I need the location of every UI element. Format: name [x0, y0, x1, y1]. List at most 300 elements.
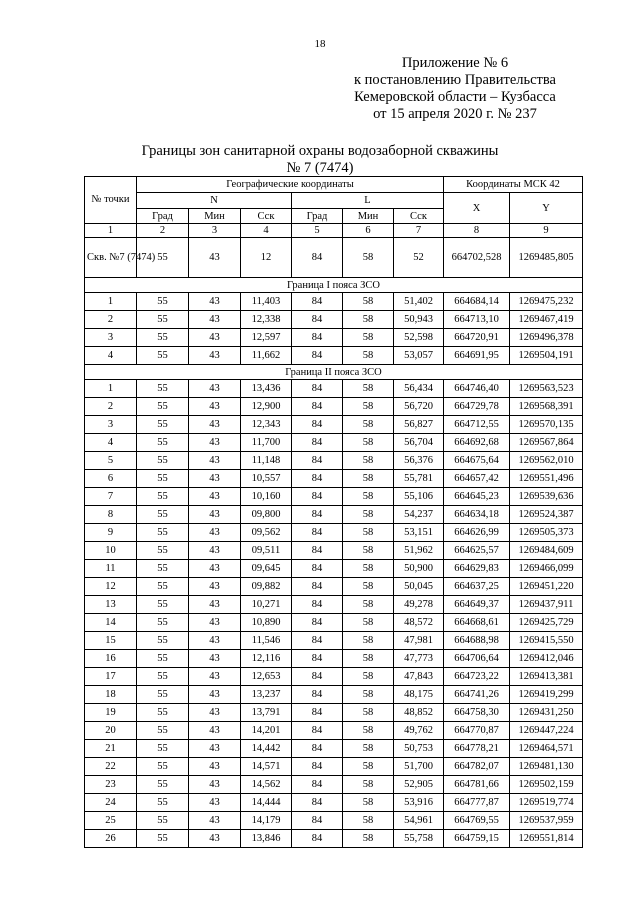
table-cell: 11,403 [241, 293, 292, 311]
table-cell: 24 [85, 794, 137, 812]
table-cell: 1269466,099 [510, 560, 583, 578]
table-row [85, 470, 583, 488]
table-cell: 55 [137, 812, 189, 830]
table-cell: 1269412,046 [510, 650, 583, 668]
table-cell: 4 [241, 224, 292, 238]
table-cell: 84 [292, 329, 343, 347]
table-cell: 10,160 [241, 488, 292, 506]
table-cell: 664777,87 [444, 794, 510, 812]
table-cell: 55,106 [394, 488, 444, 506]
table-cell: 1269464,571 [510, 740, 583, 758]
table-cell: 15 [85, 632, 137, 650]
table-cell: 43 [189, 293, 241, 311]
table-cell: 84 [292, 776, 343, 794]
table-cell: 58 [343, 452, 394, 470]
table-cell: 664684,14 [444, 293, 510, 311]
table-row [85, 632, 583, 650]
table-cell: 43 [189, 686, 241, 704]
header-n-min: Мин [189, 209, 241, 224]
table-cell: 55 [137, 506, 189, 524]
table-cell: 84 [292, 347, 343, 365]
table-cell: 9 [510, 224, 583, 238]
table-cell: 58 [343, 416, 394, 434]
table-cell: 55 [137, 452, 189, 470]
table-row [85, 452, 583, 470]
table-cell: 10,890 [241, 614, 292, 632]
table-cell: 55 [137, 578, 189, 596]
table-cell: 664692,68 [444, 434, 510, 452]
table-cell: 55,781 [394, 470, 444, 488]
table-cell: 664634,18 [444, 506, 510, 524]
table-cell: 664723,22 [444, 668, 510, 686]
table-cell: 13 [85, 596, 137, 614]
table-cell: 55 [137, 614, 189, 632]
table-cell: 52 [394, 238, 444, 278]
table-cell: 664649,37 [444, 596, 510, 614]
table-cell: 84 [292, 380, 343, 398]
table-cell: 43 [189, 632, 241, 650]
table-cell: 58 [343, 347, 394, 365]
table-cell: 4 [85, 347, 137, 365]
table-cell: 11,662 [241, 347, 292, 365]
header-msk-coordinates: Координаты МСК 42 [444, 177, 583, 193]
table-cell: 1269568,391 [510, 398, 583, 416]
table-cell: 664688,98 [444, 632, 510, 650]
table-cell: 14,442 [241, 740, 292, 758]
table-cell: 1269537,959 [510, 812, 583, 830]
table-cell: 6 [85, 470, 137, 488]
table-cell: 1 [85, 293, 137, 311]
table-cell: 43 [189, 470, 241, 488]
table-cell: 55 [137, 632, 189, 650]
header-x: X [444, 193, 510, 224]
table-cell: 58 [343, 560, 394, 578]
table-cell: 1269415,550 [510, 632, 583, 650]
table-cell: 664675,64 [444, 452, 510, 470]
table-cell: 14,201 [241, 722, 292, 740]
table-cell: 54,961 [394, 812, 444, 830]
table-cell: 58 [343, 758, 394, 776]
table-cell: 1269551,814 [510, 830, 583, 848]
coordinates-table [84, 176, 583, 848]
table-cell: 55 [137, 398, 189, 416]
table-cell: 84 [292, 740, 343, 758]
table-cell: 7 [394, 224, 444, 238]
table-cell: 84 [292, 650, 343, 668]
table-cell: 43 [189, 758, 241, 776]
table-cell: 43 [189, 722, 241, 740]
table-cell: 1269519,774 [510, 794, 583, 812]
table-cell: 55 [137, 650, 189, 668]
table-cell: 43 [189, 650, 241, 668]
table-cell: 1269485,805 [510, 238, 583, 278]
table-cell: 43 [189, 830, 241, 848]
table-cell: 664691,95 [444, 347, 510, 365]
table-cell: 55 [137, 311, 189, 329]
title-line-1: Границы зон санитарной охраны водозаборной скважины [141, 143, 499, 159]
table-cell: 50,753 [394, 740, 444, 758]
table-cell: 3 [85, 416, 137, 434]
table-cell: 58 [343, 329, 394, 347]
table-cell: 10,557 [241, 470, 292, 488]
table-cell: 84 [292, 812, 343, 830]
table-cell: 43 [189, 542, 241, 560]
table-cell: 55 [137, 686, 189, 704]
table-cell: 55 [137, 830, 189, 848]
table-row [85, 542, 583, 560]
table-cell: 58 [343, 830, 394, 848]
table-cell: 664720,91 [444, 329, 510, 347]
zone-1-section-title: Граница I пояса ЗСО [85, 278, 583, 293]
table-cell: 43 [189, 452, 241, 470]
table-row [85, 578, 583, 596]
table-cell: 5 [292, 224, 343, 238]
table-cell: 1269539,636 [510, 488, 583, 506]
table-cell: 58 [343, 434, 394, 452]
table-cell: 1269496,378 [510, 329, 583, 347]
table-cell: 43 [189, 416, 241, 434]
table-cell: 55 [137, 416, 189, 434]
table-cell: 49,762 [394, 722, 444, 740]
table-row [85, 311, 583, 329]
table-cell: 84 [292, 416, 343, 434]
table-cell: 09,562 [241, 524, 292, 542]
table-cell: 84 [292, 560, 343, 578]
table-cell: 51,700 [394, 758, 444, 776]
table-cell: 54,237 [394, 506, 444, 524]
table-cell: 17 [85, 668, 137, 686]
table-cell: 664637,25 [444, 578, 510, 596]
header-l-sec: Сск [394, 209, 444, 224]
table-cell: 1269505,373 [510, 524, 583, 542]
table-cell: 2 [85, 311, 137, 329]
header-l: L [292, 193, 444, 209]
table-cell: 55 [137, 758, 189, 776]
table-cell: 58 [343, 380, 394, 398]
table-cell: 84 [292, 311, 343, 329]
table-cell: 43 [189, 329, 241, 347]
table-cell: 58 [343, 542, 394, 560]
table-cell: 11,546 [241, 632, 292, 650]
table-cell: 664759,15 [444, 830, 510, 848]
table-cell: 84 [292, 506, 343, 524]
table-cell: 55,758 [394, 830, 444, 848]
table-cell: 43 [189, 794, 241, 812]
table-row [85, 434, 583, 452]
table-cell: 56,720 [394, 398, 444, 416]
table-cell: 84 [292, 238, 343, 278]
table-cell: 84 [292, 794, 343, 812]
table-cell: 1269567,864 [510, 434, 583, 452]
table-cell: 09,882 [241, 578, 292, 596]
table-cell: 58 [343, 686, 394, 704]
table-cell: 58 [343, 776, 394, 794]
table-cell: 58 [343, 614, 394, 632]
header-l-deg: Град [292, 209, 343, 224]
table-row [85, 650, 583, 668]
table-cell: 18 [85, 686, 137, 704]
table-cell: 43 [189, 488, 241, 506]
table-row [85, 722, 583, 740]
table-cell: 14 [85, 614, 137, 632]
table-cell: 1269481,130 [510, 758, 583, 776]
appendix-line-1: Приложение № 6 [401, 55, 509, 71]
table-cell: 55 [137, 347, 189, 365]
appendix-line-3: Кемеровской области – Кузбасса [354, 89, 556, 105]
table-row [85, 704, 583, 722]
table-row [85, 830, 583, 848]
table-cell: 664702,528 [444, 238, 510, 278]
table-cell: 43 [189, 614, 241, 632]
header-n-sec: Сск [241, 209, 292, 224]
zone-2-section-title: Граница II пояса ЗСО [85, 365, 583, 380]
table-cell: 84 [292, 293, 343, 311]
table-cell: 12,900 [241, 398, 292, 416]
table-cell: Скв. №7 (7474) [85, 238, 137, 278]
table-cell: 55 [137, 668, 189, 686]
document-title [0, 143, 640, 177]
table-cell: 84 [292, 470, 343, 488]
table-cell: 55 [137, 722, 189, 740]
table-cell: 12,343 [241, 416, 292, 434]
table-cell: 12 [85, 578, 137, 596]
table-cell: 55 [137, 776, 189, 794]
table-cell: 13,237 [241, 686, 292, 704]
table-cell: 50,900 [394, 560, 444, 578]
table-cell: 664729,78 [444, 398, 510, 416]
table-cell: 84 [292, 452, 343, 470]
column-number-row [85, 224, 583, 238]
table-cell: 50,045 [394, 578, 444, 596]
table-cell: 1269451,220 [510, 578, 583, 596]
table-cell: 10,271 [241, 596, 292, 614]
table-cell: 43 [189, 578, 241, 596]
table-cell: 16 [85, 650, 137, 668]
table-cell: 58 [343, 293, 394, 311]
table-cell: 84 [292, 596, 343, 614]
table-cell: 9 [85, 524, 137, 542]
table-cell: 43 [189, 311, 241, 329]
table-cell: 58 [343, 722, 394, 740]
table-cell: 56,376 [394, 452, 444, 470]
header-n: N [137, 193, 292, 209]
table-cell: 58 [343, 506, 394, 524]
table-cell: 55 [137, 434, 189, 452]
table-cell: 55 [137, 380, 189, 398]
table-cell: 84 [292, 488, 343, 506]
table-cell: 12,338 [241, 311, 292, 329]
table-cell: 10 [85, 542, 137, 560]
appendix-line-4: от 15 апреля 2020 г. № 237 [373, 106, 537, 122]
table-cell: 664668,61 [444, 614, 510, 632]
table-cell: 55 [137, 524, 189, 542]
table-cell: 664746,40 [444, 380, 510, 398]
table-cell: 43 [189, 434, 241, 452]
table-cell: 52,905 [394, 776, 444, 794]
title-line-2: № 7 (7474) [286, 160, 354, 176]
header-n-deg: Град [137, 209, 189, 224]
table-cell: 55 [137, 740, 189, 758]
table-cell: 84 [292, 578, 343, 596]
table-row [85, 686, 583, 704]
table-row [85, 758, 583, 776]
table-cell: 58 [343, 650, 394, 668]
table-cell: 55 [137, 470, 189, 488]
table-row [85, 380, 583, 398]
table-cell: 664712,55 [444, 416, 510, 434]
table-cell: 11,700 [241, 434, 292, 452]
table-cell: 48,572 [394, 614, 444, 632]
table-row [85, 614, 583, 632]
table-cell: 58 [343, 812, 394, 830]
table-cell: 664770,87 [444, 722, 510, 740]
table-cell: 1269504,191 [510, 347, 583, 365]
table-cell: 09,800 [241, 506, 292, 524]
table-cell: 51,402 [394, 293, 444, 311]
table-cell: 12 [241, 238, 292, 278]
table-cell: 84 [292, 704, 343, 722]
table-cell: 664741,26 [444, 686, 510, 704]
table-cell: 7 [85, 488, 137, 506]
table-cell: 664626,99 [444, 524, 510, 542]
table-cell: 664713,10 [444, 311, 510, 329]
table-cell: 84 [292, 758, 343, 776]
table-cell: 48,852 [394, 704, 444, 722]
table-cell: 12,116 [241, 650, 292, 668]
table-cell: 1269484,609 [510, 542, 583, 560]
zone-1-section [85, 278, 583, 293]
table-cell: 58 [343, 596, 394, 614]
table-cell: 1269502,159 [510, 776, 583, 794]
table-row [85, 524, 583, 542]
header-point-number: № точки [85, 177, 137, 224]
table-cell: 43 [189, 812, 241, 830]
table-cell: 11 [85, 560, 137, 578]
table-cell: 58 [343, 794, 394, 812]
table-cell: 664657,42 [444, 470, 510, 488]
table-row [85, 488, 583, 506]
table-cell: 664629,83 [444, 560, 510, 578]
table-cell: 55 [137, 488, 189, 506]
table-cell: 53,916 [394, 794, 444, 812]
table-cell: 14,571 [241, 758, 292, 776]
header-y: Y [510, 193, 583, 224]
table-cell: 55 [137, 596, 189, 614]
table-cell: 58 [343, 524, 394, 542]
table-cell: 664758,30 [444, 704, 510, 722]
table-cell: 43 [189, 560, 241, 578]
table-cell: 58 [343, 311, 394, 329]
table-cell: 84 [292, 434, 343, 452]
table-cell: 3 [85, 329, 137, 347]
table-cell: 3 [189, 224, 241, 238]
table-cell: 56,434 [394, 380, 444, 398]
table-cell: 664781,66 [444, 776, 510, 794]
table-cell: 84 [292, 614, 343, 632]
table-cell: 84 [292, 830, 343, 848]
table-cell: 58 [343, 578, 394, 596]
table-cell: 50,943 [394, 311, 444, 329]
table-cell: 13,436 [241, 380, 292, 398]
table-cell: 58 [343, 704, 394, 722]
table-cell: 52,598 [394, 329, 444, 347]
table-cell: 43 [189, 740, 241, 758]
table-cell: 12,597 [241, 329, 292, 347]
table-cell: 1 [85, 380, 137, 398]
table-row [85, 596, 583, 614]
table-cell: 664706,64 [444, 650, 510, 668]
table-cell: 1269437,911 [510, 596, 583, 614]
table-cell: 8 [85, 506, 137, 524]
header-l-min: Мин [343, 209, 394, 224]
table-cell: 84 [292, 632, 343, 650]
header-geo-coordinates: Географические координаты [137, 177, 444, 193]
table-cell: 26 [85, 830, 137, 848]
table-cell: 48,175 [394, 686, 444, 704]
table-cell: 58 [343, 740, 394, 758]
table-cell: 84 [292, 668, 343, 686]
table-cell: 43 [189, 668, 241, 686]
table-row [85, 812, 583, 830]
table-cell: 14,444 [241, 794, 292, 812]
table-cell: 47,843 [394, 668, 444, 686]
zone-2-section [85, 365, 583, 380]
table-cell: 25 [85, 812, 137, 830]
table-cell: 1269467,419 [510, 311, 583, 329]
table-cell: 51,962 [394, 542, 444, 560]
table-cell: 1269431,250 [510, 704, 583, 722]
table-cell: 2 [137, 224, 189, 238]
table-cell: 664625,57 [444, 542, 510, 560]
table-cell: 13,846 [241, 830, 292, 848]
table-cell: 1269524,387 [510, 506, 583, 524]
table-row [85, 293, 583, 311]
table-cell: 55 [137, 560, 189, 578]
table-cell: 14,562 [241, 776, 292, 794]
table-cell: 5 [85, 452, 137, 470]
table-row [85, 329, 583, 347]
table-cell: 43 [189, 704, 241, 722]
table-cell: 09,645 [241, 560, 292, 578]
table-cell: 58 [343, 632, 394, 650]
table-row [85, 416, 583, 434]
table-cell: 11,148 [241, 452, 292, 470]
page-number: 18 [314, 38, 326, 50]
table-cell: 53,057 [394, 347, 444, 365]
table-row [85, 560, 583, 578]
table-row [85, 668, 583, 686]
table-row [85, 506, 583, 524]
table-cell: 56,704 [394, 434, 444, 452]
table-cell: 43 [189, 398, 241, 416]
table-row [85, 398, 583, 416]
table-cell: 4 [85, 434, 137, 452]
table-cell: 19 [85, 704, 137, 722]
table-cell: 20 [85, 722, 137, 740]
table-cell: 55 [137, 794, 189, 812]
table-cell: 14,179 [241, 812, 292, 830]
table-cell: 664778,21 [444, 740, 510, 758]
table-cell: 55 [137, 238, 189, 278]
table-cell: 1269475,232 [510, 293, 583, 311]
table-cell: 47,981 [394, 632, 444, 650]
table-row [85, 740, 583, 758]
table-cell: 6 [343, 224, 394, 238]
table-cell: 13,791 [241, 704, 292, 722]
table-cell: 84 [292, 686, 343, 704]
table-cell: 22 [85, 758, 137, 776]
table-cell: 1269551,496 [510, 470, 583, 488]
